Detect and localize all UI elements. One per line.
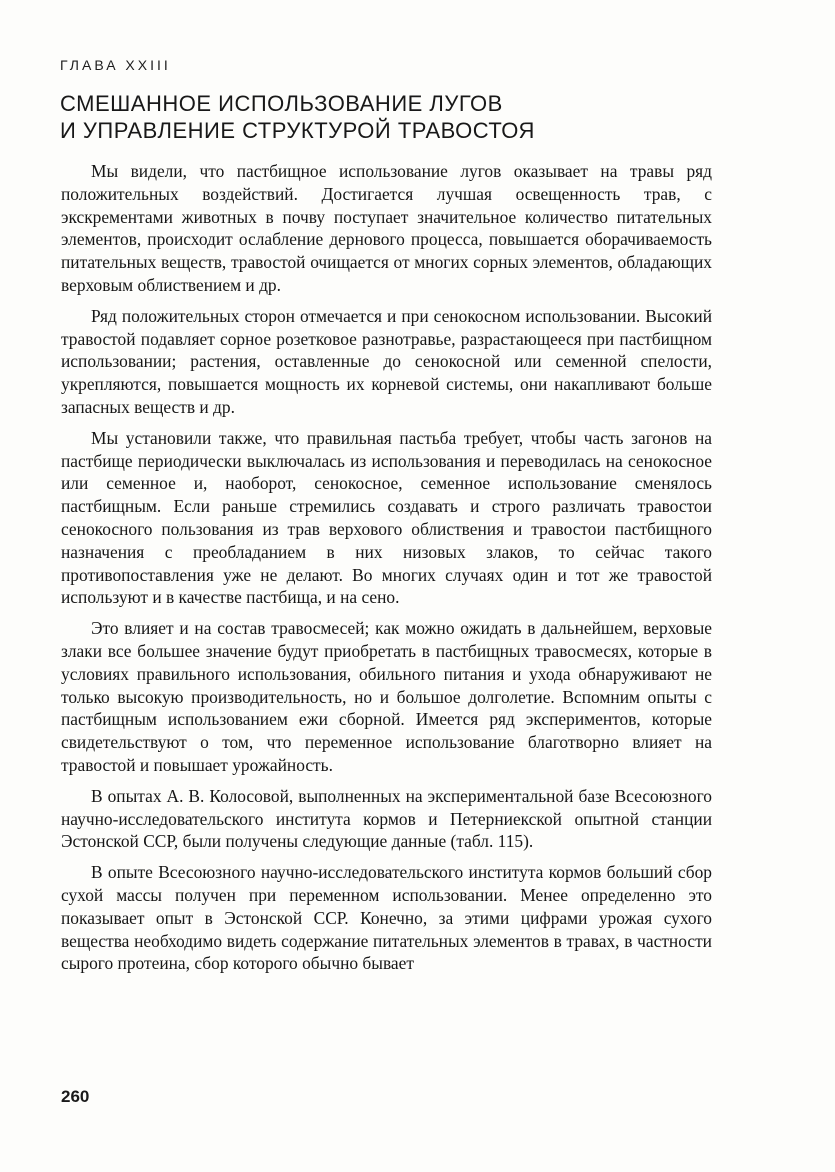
body-text [61, 160, 712, 975]
paragraph-6: В опыте Всесоюзного научно-исследовательского института кормов больший сбор сухой массы получен при переменном использовании. Менее определенно это показывает опыт в Эстонской ССР. Конечно, за этими цифрами урожая сухого вещества необходимо видеть содержание питательных элементов в травах, в частности сырого протеина, сбор которого обычно бывает [61, 862, 712, 974]
paragraph-3: Мы установили также, что правильная пастьба требует, чтобы часть загонов на пастбище периодически выключалась из использования и переводилась на сенокосное или семенное и, наоборот, сенокосное, семенное использование сменялось пастбищным. Если раньше стремились создавать и строго различать травостои сенокосного пользования из трав верхового облиствения и травостои пастбищного назначения с преобладанием в них низовых злаков, то сейчас такого противопоставления уже не делают. Во многих случаях один и тот же травостой используют и в качестве пастбища, и на сено. [61, 427, 712, 608]
paragraph-4: Это влияет и на состав травосмесей; как можно ожидать в дальнейшем, верховые злаки все большее значение будут приобретать в пастбищных травосмесях, которые в условиях правильного использования, обильного питания и ухода обнаруживают не только высокую производительность, но и большое долголетие. Вспомним опыты с пастбищным использованием ежи сборной. Имеется ряд экспериментов, которые свидетельствуют о том, что переменное использование благотворно влияет на травостой и повышает урожайность. [61, 618, 712, 775]
chapter-title [60, 90, 620, 144]
paragraph-1: Мы видели, что пастбищное использование лугов оказывает на травы ряд положительных воздействий. Достигается лучшая освещенность трав, с экскрементами животных в почву поступает значительное количество питательных элементов, происходит ослабление дернового процесса, повышается оборачиваемость питательных веществ, травостой очищается от многих сорных элементов, обладающих верховым облиствением и др. [61, 161, 712, 295]
chapter-title-line-2: И УПРАВЛЕНИЕ СТРУКТУРОЙ ТРАВОСТОЯ [60, 118, 535, 143]
page-number: 260 [61, 1087, 90, 1106]
paragraph-5: В опытах А. В. Колосовой, выполненных на экспериментальной базе Всесоюзного научно-исследовательского института кормов и Петерниекской опытной станции Эстонской ССР, были получены следующие данные (табл. 115). [61, 785, 712, 852]
chapter-label: ГЛАВА XXIII [60, 57, 171, 73]
chapter-title-line-1: СМЕШАННОЕ ИСПОЛЬЗОВАНИЕ ЛУГОВ [60, 91, 503, 116]
paragraph-2: Ряд положительных сторон отмечается и при сенокосном использовании. Высокий травостой подавляет сорное розетковое разнотравье, разрастающееся при пастбищном использовании; растения, оставленные до сенокосной или семенной спелости, укрепляются, повышается мощность их корневой системы, они накапливают больше запасных веществ и др. [61, 305, 712, 417]
